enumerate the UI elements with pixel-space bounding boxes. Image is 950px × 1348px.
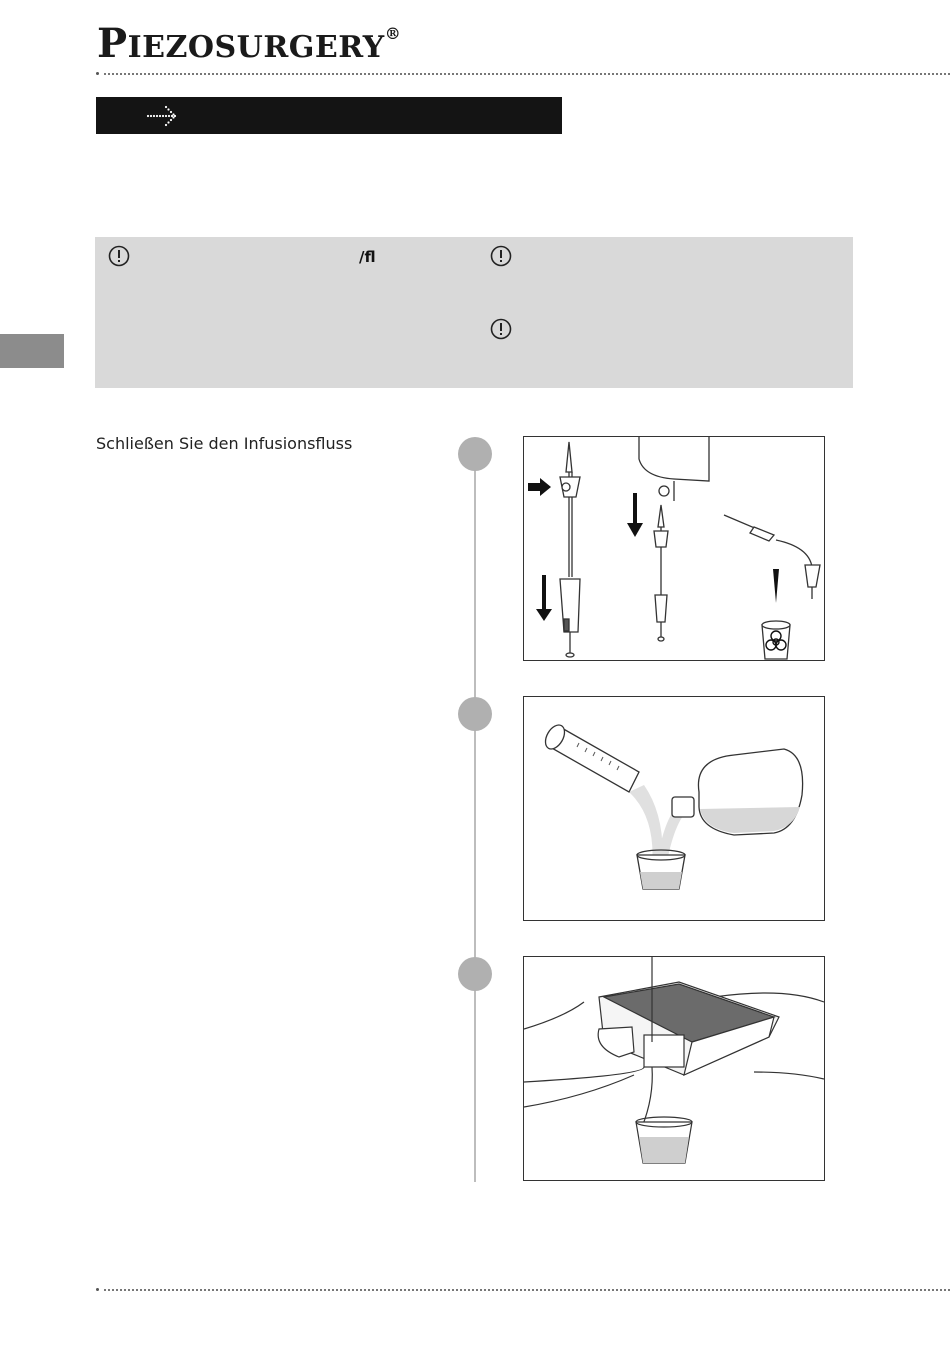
brand-logo (97, 20, 402, 67)
step-3-marker (458, 957, 492, 991)
figure-disconnect-infusion-set (523, 436, 825, 661)
top-rule-bullet (96, 72, 99, 75)
infusion-set-illustration (524, 437, 824, 660)
chapter-side-tab (0, 334, 64, 368)
bottom-rule-bullet (96, 1288, 99, 1291)
step-timeline (474, 440, 476, 1182)
warning-flag-text: /fl (359, 248, 376, 266)
brand-name: IEZOSURGERY (127, 30, 385, 65)
brand-initial: P (97, 20, 128, 67)
dotted-arrow-icon (146, 105, 180, 127)
step-1-text: Schließen Sie den Infusionsfluss (96, 434, 353, 453)
pouring-illustration (524, 697, 824, 920)
warning-exclamation-icon (490, 318, 512, 340)
warning-exclamation-icon (108, 245, 130, 267)
bottom-dotted-rule (104, 1289, 950, 1291)
step-1-marker (458, 437, 492, 471)
step-2-marker (458, 697, 492, 731)
section-header-bar (96, 97, 562, 134)
figure-device-flush (523, 956, 825, 1181)
device-illustration (524, 957, 824, 1180)
registered-mark: ® (384, 24, 402, 43)
figure-pour-fluid (523, 696, 825, 921)
top-dotted-rule (104, 73, 950, 75)
warning-box (95, 237, 853, 388)
warning-exclamation-icon (490, 245, 512, 267)
